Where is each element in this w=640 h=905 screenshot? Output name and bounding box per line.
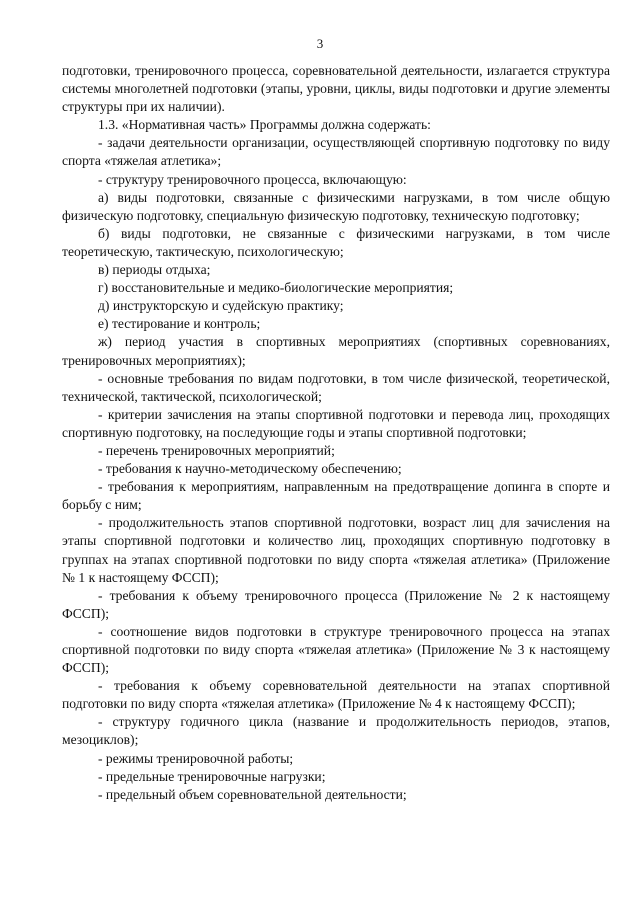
paragraph: а) виды подготовки, связанные с физическими нагрузками, в том числе общую физическую подготовку, специальную физическую подготовку, техническую подготовку; [62, 189, 610, 223]
paragraph: - соотношение видов подготовки в структуре тренировочного процесса на этапах спортивной подготовки по виду спорта «тяжелая атлетика» (Приложение № 3 к настоящему ФССП); [62, 623, 610, 676]
paragraph: ж) период участия в спортивных мероприятиях (спортивных соревнованиях, тренировочных мероприятиях); [62, 334, 610, 368]
paragraph: подготовки, тренировочного процесса, соревновательной деятельности, излагается структура системы многолетней подготовки (этапы, уровни, циклы, виды подготовки и другие элементы структуры при их наличии). [62, 63, 610, 115]
paragraph: - требования к мероприятиям, направленным на предотвращение допинга в спорте и борьбу с ним; [62, 479, 610, 513]
paragraph: - предельные тренировочные нагрузки; [98, 768, 326, 784]
paragraph: б) виды подготовки, не связанные с физическими нагрузками, в том числе теоретическую, тактическую, психологическую; [62, 225, 610, 259]
paragraph: - основные требования по видам подготовки, в том числе физической, теоретической, технической, тактической, психологической; [62, 370, 610, 404]
paragraph: в) периоды отдыха; [98, 262, 211, 278]
page-number: 3 [316, 36, 324, 51]
paragraph: - требования к объему тренировочного процесса (Приложение № 2 к настоящему ФССП); [62, 587, 610, 621]
document-body [62, 62, 610, 804]
paragraph: - требования к научно-методическому обеспечению; [98, 461, 402, 477]
paragraph: - структуру тренировочного процесса, включающую: [98, 171, 407, 187]
paragraph: д) инструкторскую и судейскую практику; [98, 298, 344, 314]
paragraph: 1.3. «Нормативная часть» Программы должна содержать: [98, 117, 431, 133]
paragraph: е) тестирование и контроль; [98, 316, 261, 332]
paragraph: - требования к объему соревновательной деятельности на этапах спортивной подготовки по виду спорта «тяжелая атлетика» (Приложение № 4 к настоящему ФССП); [62, 678, 610, 712]
paragraph: - критерии зачисления на этапы спортивной подготовки и перевода лиц, проходящих спортивную подготовку, на последующие годы и этапы спортивной подготовки; [62, 406, 610, 440]
paragraph: - продолжительность этапов спортивной подготовки, возраст лиц для зачисления на этапы спортивной подготовки и количество лиц, проходящих спортивную подготовку в группах на этапах спортивной подготовки по виду спорта «тяжелая атлетика» (Приложение № 1 к настоящему ФССП); [62, 515, 610, 585]
paragraph: - структуру годичного цикла (название и продолжительность периодов, этапов, мезоциклов); [62, 714, 610, 748]
paragraph: г) восстановительные и медико-биологические мероприятия; [98, 280, 454, 296]
paragraph: - задачи деятельности организации, осуществляющей спортивную подготовку по виду спорта «тяжелая атлетика»; [62, 135, 610, 169]
paragraph: - предельный объем соревновательной деятельности; [98, 786, 407, 802]
paragraph: - режимы тренировочной работы; [98, 750, 294, 766]
paragraph: - перечень тренировочных мероприятий; [98, 442, 335, 458]
